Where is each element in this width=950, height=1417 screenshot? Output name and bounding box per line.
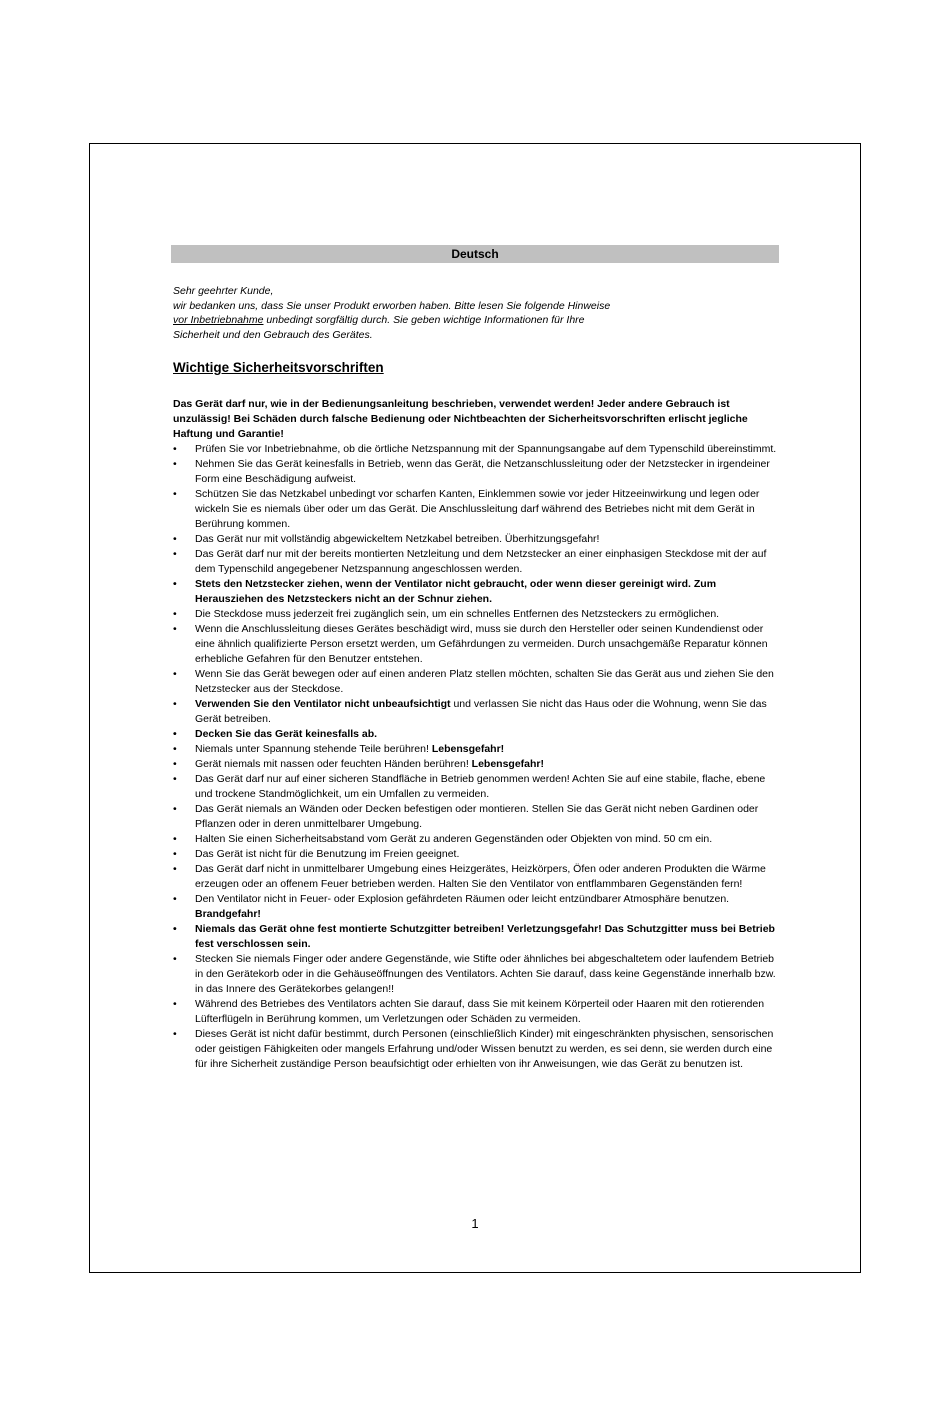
intro-text	[173, 284, 773, 343]
list-item: • Decken Sie das Gerät keinesfalls ab.	[173, 727, 779, 742]
intro-line: Sicherheit und den Gebrauch des Gerätes.	[173, 329, 373, 342]
list-item: • Halten Sie einen Sicherheitsabstand vom Gerät zu anderen Gegenständen oder Objekten von mind. 50 cm ein.	[173, 832, 779, 847]
text-phrase: Niemals unter Spannung stehende Teile berühren!	[195, 743, 432, 755]
list-item: • Während des Betriebes des Ventilators achten Sie darauf, dass Sie mit keinem Körperteil oder Haaren mit den rotierenden Lüfterflügeln in Berührung kommen, um Verletzungen oder Schäden zu vermeiden.	[173, 997, 779, 1027]
list-item: • Wenn Sie das Gerät bewegen oder auf einen anderen Platz stellen möchten, schalten Sie das Gerät aus und ziehen Sie den Netzstecker aus der Steckdose.	[173, 667, 779, 697]
list-item: • Die Steckdose muss jederzeit frei zugänglich sein, um ein schnelles Entfernen des Netzsteckers zu ermöglichen.	[173, 607, 779, 622]
list-item: • Das Gerät darf nur mit der bereits montierten Netzleitung und dem Netzstecker an einer einphasigen Steckdose mit der auf dem Typenschild angegebener Netzspannung angeschlossen werden.	[173, 547, 779, 577]
list-item: • Niemals das Gerät ohne fest montierte Schutzgitter betreiben! Verletzungsgefahr! Das Schutzgitter muss bei Betrieb fest verschlossen sein.	[173, 922, 779, 952]
list-item: • Das Gerät ist nicht für die Benutzung im Freien geeignet.	[173, 847, 779, 862]
lead-warning: Das Gerät darf nur, wie in der Bedienungsanleitung beschrieben, verwendet werden! Jeder andere Gebrauch ist unzulässig! Bei Schäden durch falsche Bedienung oder Nichtbeachten der Sicherheitsvorschriften erlischt jegliche Haftung und Garantie!	[173, 398, 748, 440]
list-item: • Das Gerät darf nicht in unmittelbarer Umgebung eines Heizgerätes, Heizkörpers, Öfen oder anderen Produkten die Wärme erzeugen oder an offenem Feuer betrieben werden. Halten Sie den Ventilator von entflammbaren Gegenständen fern!	[173, 862, 779, 892]
list-item: • Dieses Gerät ist nicht dafür bestimmt, durch Personen (einschließlich Kinder) mit eingeschränkten physischen, sensorischen oder geistigen Fähigkeiten oder mangels Erfahrung und/oder Wissen benutzt zu werden, es sei denn, sie werden durch eine für ihre Sicherheit zuständige Person beaufsichtigt oder erhielten von ihr Anweisungen, wie das Gerät zu benutzen ist.	[173, 1027, 779, 1072]
list-item	[173, 892, 779, 922]
list-item: • Wenn die Anschlussleitung dieses Gerätes beschädigt wird, muss sie durch den Hersteller oder seinen Kundendienst oder eine ähnlich qualifizierte Person ersetzt werden, um Gefährdungen zu vermeiden. Durch unsachgemäße Reparatur können erhebliche Gefahren für den Benutzer entstehen.	[173, 622, 779, 667]
list-item: • Das Gerät niemals an Wänden oder Decken befestigen oder montieren. Stellen Sie das Gerät nicht neben Gardinen oder Pflanzen oder in deren unmittelbarer Umgebung.	[173, 802, 779, 832]
language-header: Deutsch	[171, 245, 779, 263]
text-phrase: Gerät niemals mit nassen oder feuchten Händen berühren!	[195, 758, 472, 770]
intro-line: wir bedanken uns, dass Sie unser Produkt erworben haben. Bitte lesen Sie folgende Hinweise	[173, 299, 611, 312]
list-item: • Nehmen Sie das Gerät keinesfalls in Betrieb, wenn das Gerät, die Netzanschlussleitung oder der Netzstecker in irgendeiner Form eine Beschädigung aufweist.	[173, 457, 779, 487]
list-item: • Stets den Netzstecker ziehen, wenn der Ventilator nicht gebraucht, oder wenn dieser gereinigt wird. Zum Herausziehen des Netzsteckers nicht an der Schnur ziehen.	[173, 577, 779, 607]
page-number: 1	[471, 1216, 479, 1231]
text-phrase: Den Ventilator nicht in Feuer- oder Explosion gefährdeten Räumen oder leicht entzündbarer Atmosphäre benutzen.	[195, 893, 730, 905]
intro-line-rest: unbedingt sorgfältig durch. Sie geben wichtige Informationen für Ihre	[263, 314, 585, 327]
list-item: • Das Gerät nur mit vollständig abgewickeltem Netzkabel betreiben. Überhitzungsgefahr!	[173, 532, 779, 547]
safety-content	[173, 397, 779, 1072]
safety-rules-list	[173, 442, 779, 1072]
bold-phrase: Verwenden Sie den Ventilator nicht unbeaufsichtigt	[195, 698, 451, 710]
list-item: • Schützen Sie das Netzkabel unbedingt vor scharfen Kanten, Einklemmen sowie vor jeder Hitzeeinwirkung und legen oder wickeln Sie es niemals über oder um das Gerät. Die Anschlussleitung darf während des Betriebes nicht mit dem Gerät in Berührung kommen.	[173, 487, 779, 532]
intro-greeting: Sehr geehrter Kunde,	[173, 285, 274, 297]
bold-phrase: Brandgefahr!	[195, 908, 261, 920]
list-item	[173, 742, 779, 757]
intro-line	[173, 313, 773, 328]
section-title: Wichtige Sicherheitsvorschriften	[173, 360, 384, 375]
list-item: • Prüfen Sie vor Inbetriebnahme, ob die örtliche Netzspannung mit der Spannungsangabe auf dem Typenschild übereinstimmt.	[173, 442, 779, 457]
list-item	[173, 757, 779, 772]
bold-phrase: Lebensgefahr!	[471, 758, 545, 770]
text-phrase: und verlassen Sie nicht das Haus oder die Wohnung, wenn Sie das Gerät betreiben.	[195, 698, 767, 725]
list-item: • Stecken Sie niemals Finger oder andere Gegenstände, wie Stifte oder ähnliches bei abgeschaltetem oder laufendem Betrieb in den Gerätekorb oder in die Gehäuseöffnungen des Ventilators. Achten Sie darauf, dass keine Gegenstände innerhalb bzw. in das Innere des Gerätekorbes gelangen!!	[173, 952, 779, 997]
list-item	[173, 697, 779, 727]
intro-underlined: vor Inbetriebnahme	[173, 314, 264, 327]
list-item: • Das Gerät darf nur auf einer sicheren Standfläche in Betrieb genommen werden! Achten Sie auf eine stabile, flache, ebene und trockene Standmöglichkeit, um ein Umfallen zu vermeiden.	[173, 772, 779, 802]
bold-phrase: Lebensgefahr!	[431, 743, 505, 755]
